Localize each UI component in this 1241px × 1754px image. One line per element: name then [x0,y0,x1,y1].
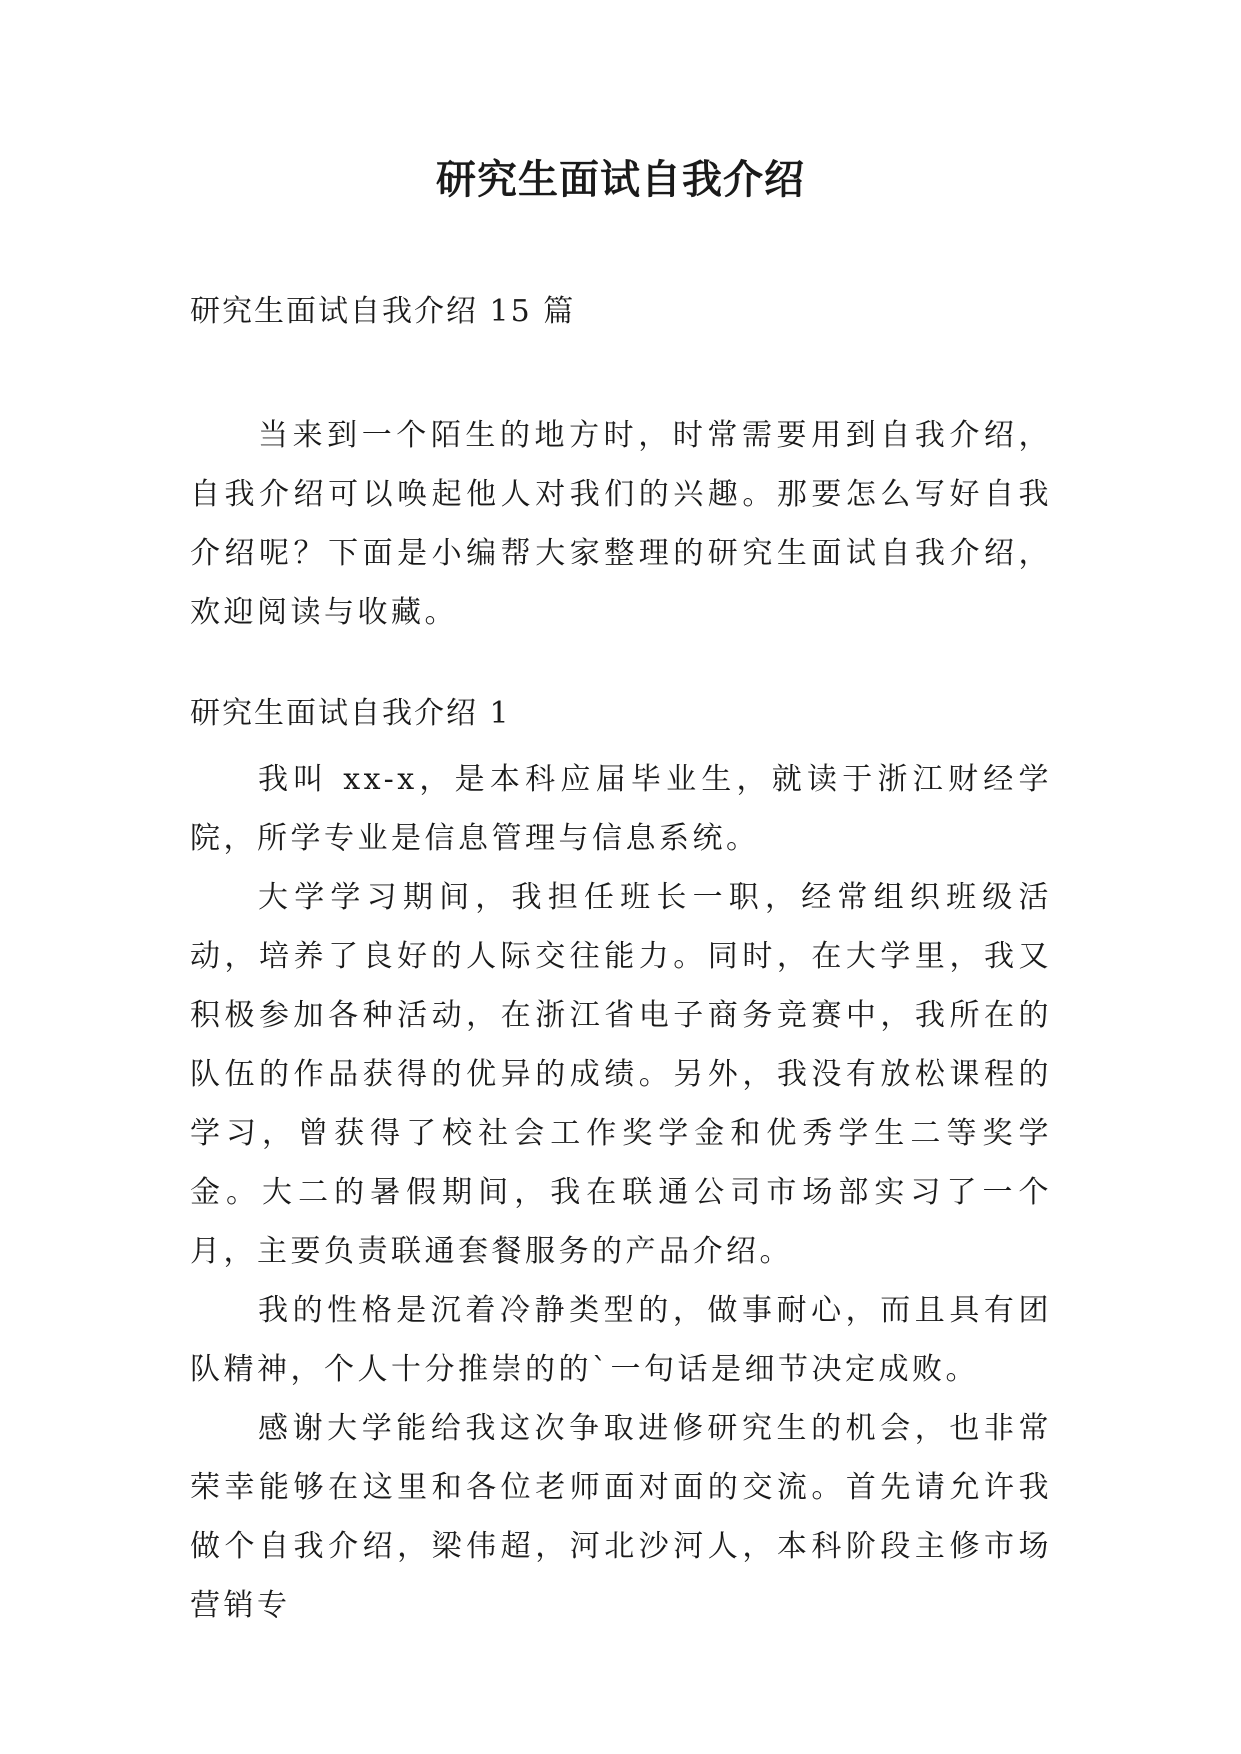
body-paragraph: 我的性格是沉着冷静类型的，做事耐心，而且具有团队精神，个人十分推崇的的`一句话是细节决定成败。 [190,1293,1052,1387]
body-paragraph: 大学学习期间，我担任班长一职，经常组织班级活动，培养了良好的人际交往能力。同时，在大学里，我又积极参加各种活动，在浙江省电子商务竞赛中，我所在的队伍的作品获得的优异的成绩。另外，我没有放松课程的学习，曾获得了校社会工作奖学金和优秀学生二等奖学金。大二的暑假期间，我在联通公司市场部实习了一个月，主要负责联通套餐服务的产品介绍。 [190,880,1052,1269]
document-subtitle: 研究生面试自我介绍 15 篇 [190,294,576,329]
intro-paragraph: 当来到一个陌生的地方时，时常需要用到自我介绍，自我介绍可以唤起他人对我们的兴趣。那要怎么写好自我介绍呢？下面是小编帮大家整理的研究生面试自我介绍，欢迎阅读与收藏。 [190,418,1052,630]
section-1-body [190,750,1052,1635]
body-paragraph: 我叫 xx-x，是本科应届毕业生，就读于浙江财经学院，所学专业是信息管理与信息系统。 [190,762,1052,856]
section-heading-1: 研究生面试自我介绍 1 [190,696,511,731]
body-paragraph: 感谢大学能给我这次争取进修研究生的机会，也非常荣幸能够在这里和各位老师面对面的交流。首先请允许我做个自我介绍，梁伟超，河北沙河人，本科阶段主修市场营销专 [190,1411,1052,1623]
document-title: 研究生面试自我介绍 [436,156,805,203]
